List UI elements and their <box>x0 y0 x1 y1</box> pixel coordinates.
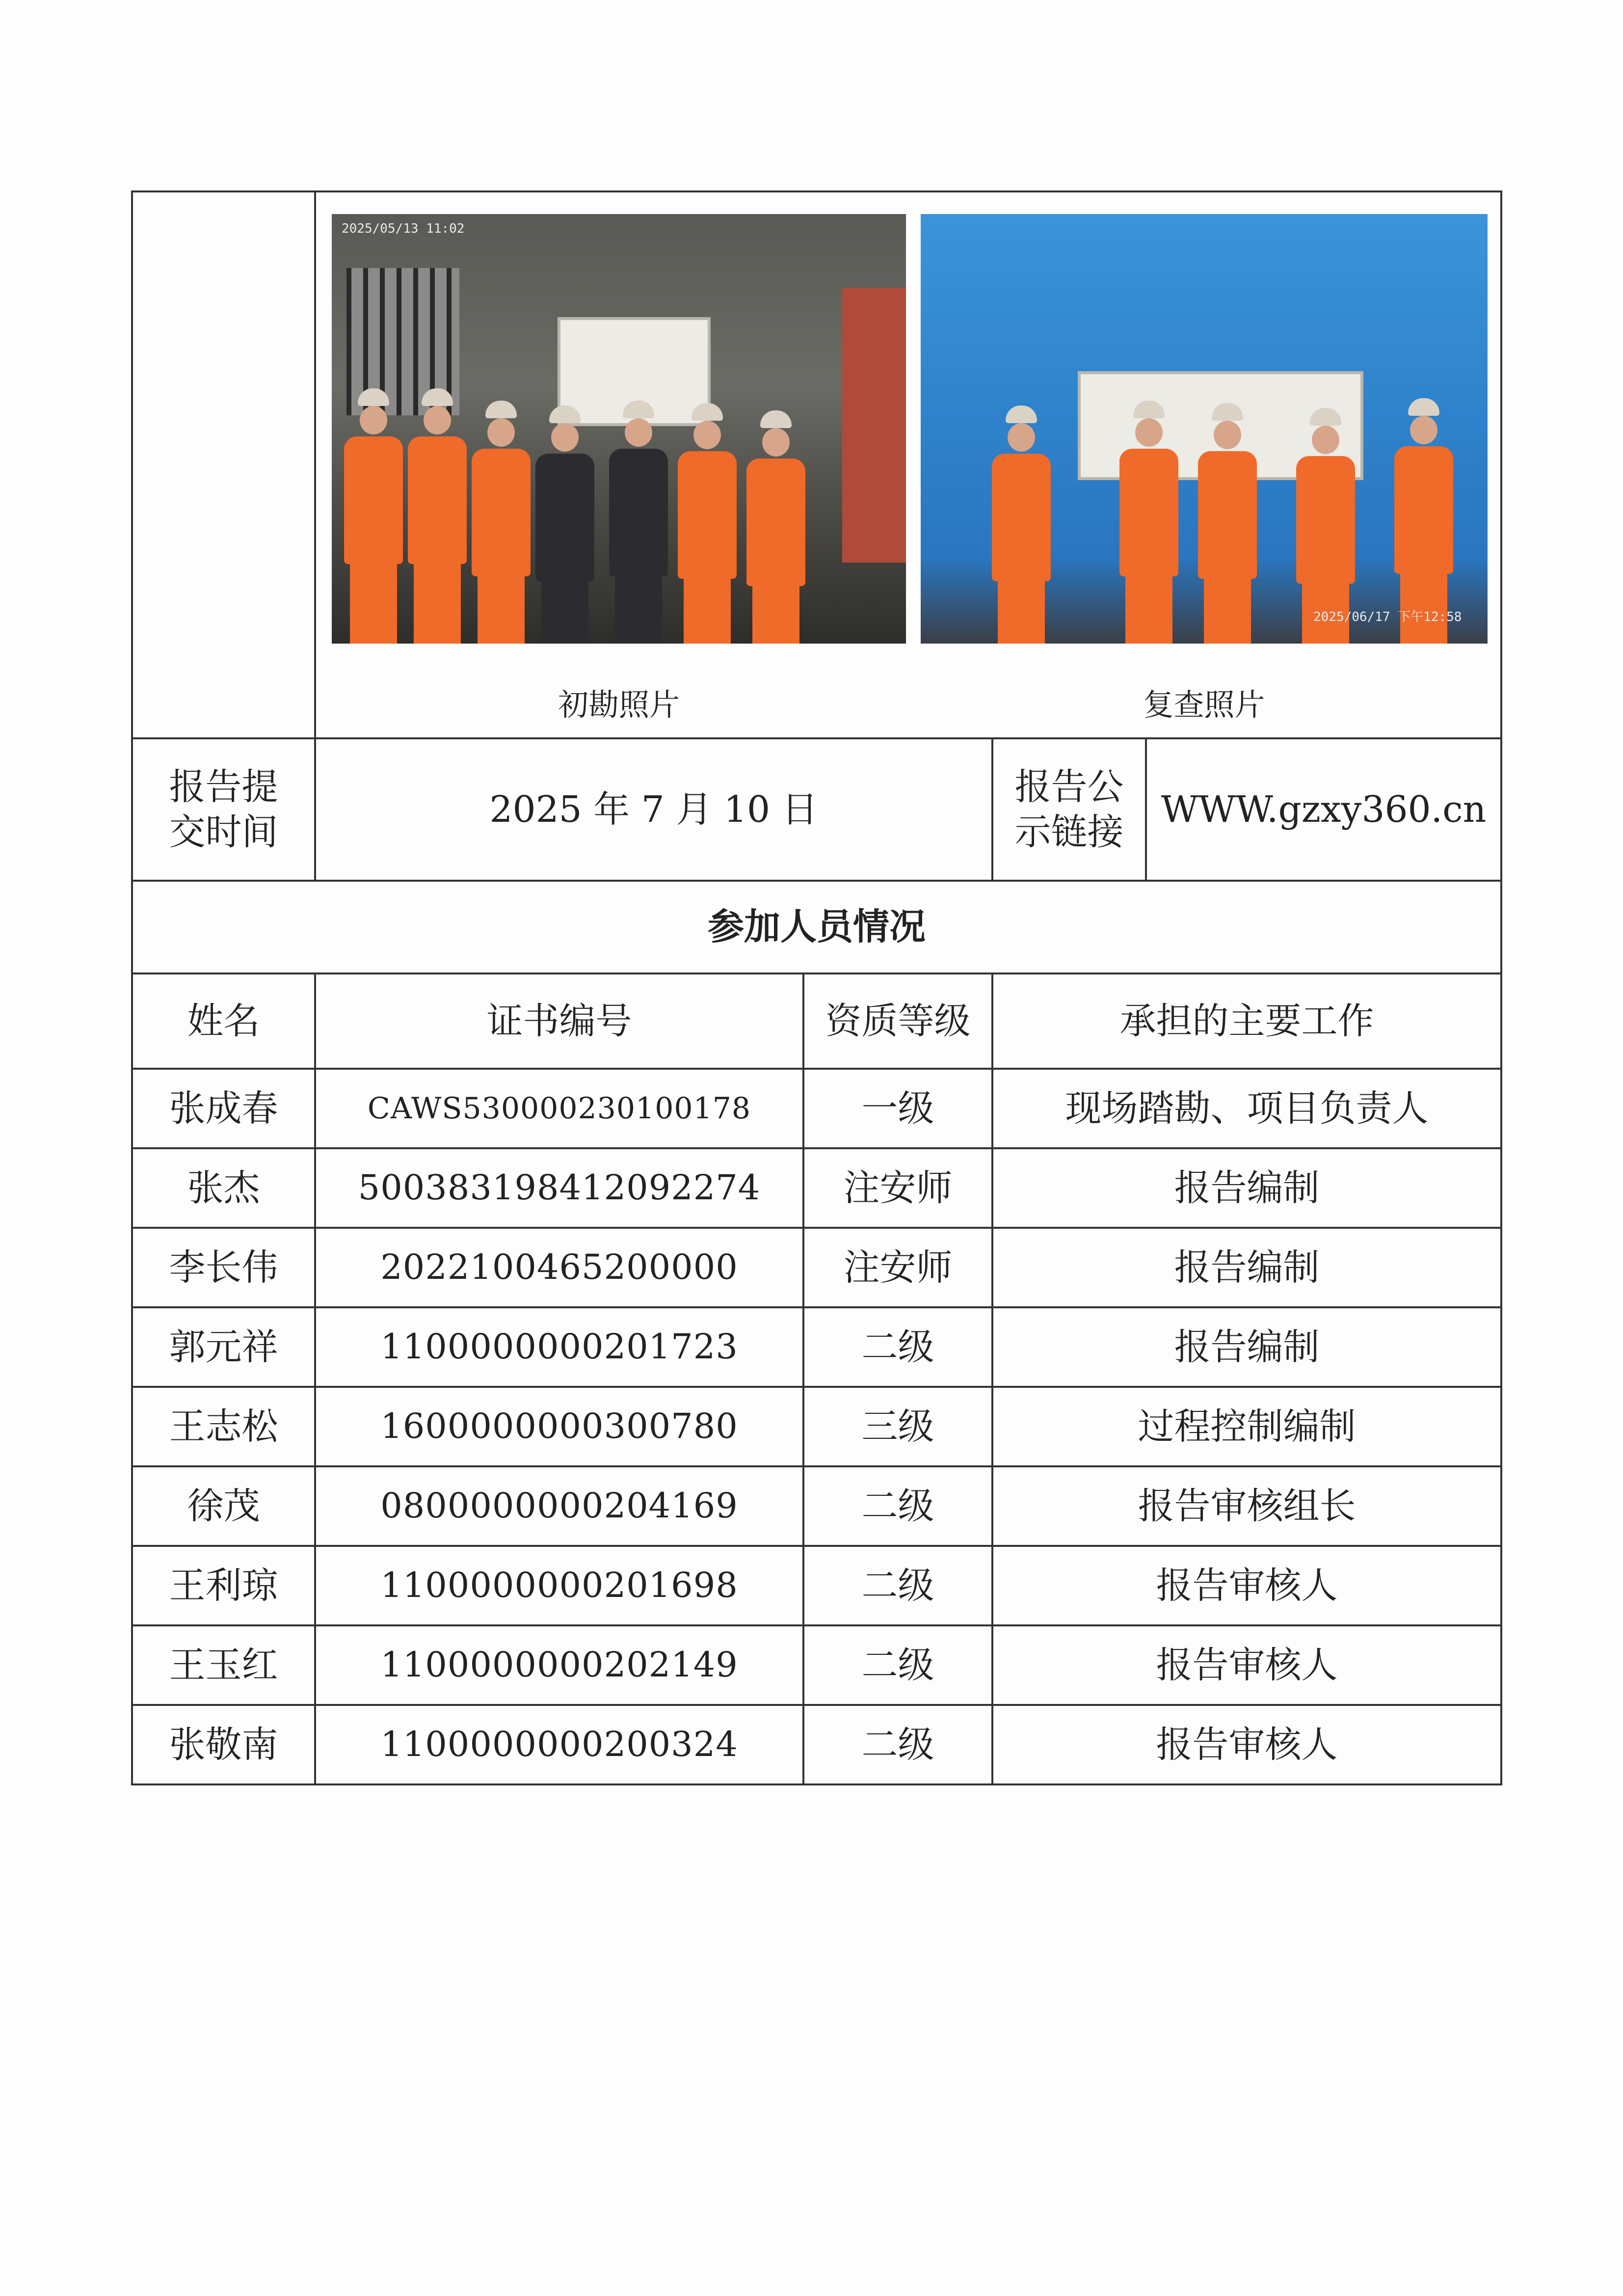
staff-cert: 1100000000202149 <box>315 1625 803 1705</box>
table-row <box>132 1307 1501 1387</box>
worker-figure <box>607 401 670 644</box>
submission-time-label <box>132 738 315 881</box>
submission-time-label-text: 报告提交时间 <box>169 765 278 853</box>
worker-figure <box>989 405 1053 644</box>
worker-figure <box>1294 408 1357 644</box>
worker-figure <box>405 388 469 644</box>
submission-row <box>132 738 1501 881</box>
review-photo <box>921 214 1488 644</box>
worker-figure <box>469 401 533 644</box>
staff-work: 报告审核人 <box>992 1546 1501 1625</box>
staff-name: 张成春 <box>132 1069 315 1148</box>
staff-work: 报告编制 <box>992 1148 1501 1228</box>
staff-work: 报告编制 <box>992 1228 1501 1307</box>
staff-name: 张敬南 <box>132 1705 315 1784</box>
staff-work: 现场踏勘、项目负责人 <box>992 1069 1501 1148</box>
table-row <box>132 1069 1501 1148</box>
link-label <box>992 738 1146 881</box>
submission-time-value: 2025 年 7 月 10 日 <box>315 738 992 881</box>
initial-survey-photo <box>332 214 906 644</box>
link-value[interactable]: WWW.gzxy360.cn <box>1146 738 1501 881</box>
photo-row-label-cell <box>132 191 315 738</box>
staff-level: 注安师 <box>803 1228 992 1307</box>
staff-cert: 0800000000204169 <box>315 1466 803 1546</box>
staff-cert: 1600000000300780 <box>315 1387 803 1466</box>
staff-name: 王志松 <box>132 1387 315 1466</box>
table-row <box>132 1387 1501 1466</box>
table-row <box>132 1705 1501 1784</box>
red-door <box>842 288 906 563</box>
table-row <box>132 1228 1501 1307</box>
staff-level: 一级 <box>803 1069 992 1148</box>
staff-cert: 1100000000201698 <box>315 1546 803 1625</box>
column-header-name: 姓名 <box>132 973 315 1069</box>
staff-name: 徐茂 <box>132 1466 315 1546</box>
table-row <box>132 1625 1501 1705</box>
column-header-level: 资质等级 <box>803 973 992 1069</box>
review-photo-caption: 复查照片 <box>1143 687 1265 723</box>
staff-name: 李长伟 <box>132 1228 315 1307</box>
staff-level: 二级 <box>803 1546 992 1625</box>
staff-name: 张杰 <box>132 1148 315 1228</box>
staff-level: 二级 <box>803 1625 992 1705</box>
column-header-row <box>132 973 1501 1069</box>
worker-figure <box>342 388 405 644</box>
worker-figure <box>675 403 739 644</box>
staff-work: 过程控制编制 <box>992 1387 1501 1466</box>
column-header-work: 承担的主要工作 <box>992 973 1501 1069</box>
photo-cell <box>315 191 1501 738</box>
staff-cert: 500383198412092274 <box>315 1148 803 1228</box>
photo-timestamp: 2025/05/13 11:02 <box>342 221 465 236</box>
table-row <box>132 1466 1501 1546</box>
worker-figure <box>533 405 597 644</box>
staff-work: 报告审核人 <box>992 1625 1501 1705</box>
report-table <box>131 190 1502 1785</box>
staff-name: 郭元祥 <box>132 1307 315 1387</box>
table-row <box>132 1546 1501 1625</box>
photo-timestamp: 2025/06/17 下午12:58 <box>1313 610 1462 624</box>
staff-cert: 2022100465200000 <box>315 1228 803 1307</box>
staff-name: 王玉红 <box>132 1625 315 1705</box>
table-row <box>132 1148 1501 1228</box>
staff-work: 报告审核组长 <box>992 1466 1501 1546</box>
worker-figure <box>744 410 808 644</box>
photo-row <box>132 191 1501 738</box>
link-label-text: 报告公示链接 <box>1014 765 1124 853</box>
staff-level: 二级 <box>803 1705 992 1784</box>
staff-name: 王利琼 <box>132 1546 315 1625</box>
staff-level: 二级 <box>803 1307 992 1387</box>
staff-cert: CAWS530000230100178 <box>315 1069 803 1148</box>
staff-cert: 1100000000201723 <box>315 1307 803 1387</box>
staff-work: 报告审核人 <box>992 1705 1501 1784</box>
staff-level: 注安师 <box>803 1148 992 1228</box>
initial-photo-caption: 初勘照片 <box>558 687 680 723</box>
section-title: 参加人员情况 <box>132 881 1501 973</box>
staff-level: 三级 <box>803 1387 992 1466</box>
staff-work: 报告编制 <box>992 1307 1501 1387</box>
section-title-row <box>132 881 1501 973</box>
staff-cert: 1100000000200324 <box>315 1705 803 1784</box>
worker-figure <box>1117 401 1181 644</box>
staff-level: 二级 <box>803 1466 992 1546</box>
column-header-cert: 证书编号 <box>315 973 803 1069</box>
worker-figure <box>1392 398 1456 644</box>
worker-figure <box>1196 403 1259 644</box>
